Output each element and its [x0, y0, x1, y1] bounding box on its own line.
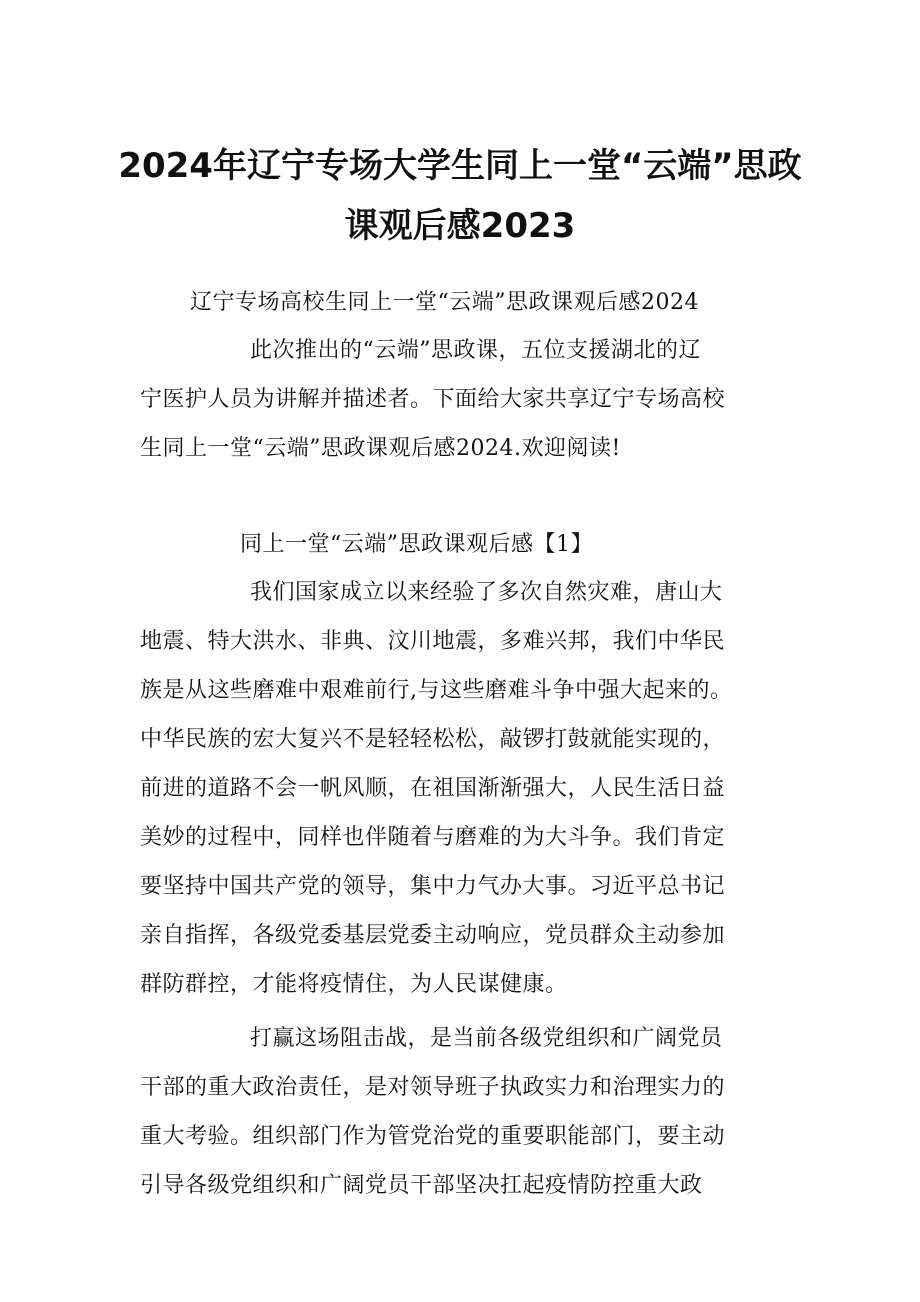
subtitle-line: 辽宁专场高校生同上一堂“云端”思政课观后感2024 [190, 290, 699, 315]
body-line: 前进的道路不会一帆风顺，在祖国渐渐强大，人民生活日益 [140, 776, 726, 801]
section-heading: 同上一堂“云端”思政课观后感【1】 [240, 532, 593, 557]
body-line: 打赢这场阻击战，是当前各级党组织和广阔党员 [250, 1026, 723, 1051]
body-line: 中华民族的宏大复兴不是轻轻松松，敲锣打鼓就能实现的， [140, 727, 726, 752]
body-line: 引导各级党组织和广阔党员干部坚决扛起疫情防控重大政 [140, 1173, 703, 1198]
intro-line: 宁医护人员为讲解并描述者。下面给大家共享辽宁专场高校 [140, 387, 726, 412]
body-line: 亲自指挥，各级党委基层党委主动响应，党员群众主动参加 [140, 923, 726, 948]
intro-line: 此次推出的“云端”思政课，五位支援湖北的辽 [250, 338, 701, 363]
body-line: 重大考验。组织部门作为管党治党的重要职能部门，要主动 [140, 1124, 726, 1149]
body-line: 地震、特大洪水、非典、汶川地震，多难兴邦，我们中华民 [140, 629, 726, 654]
body-line: 群防群控，才能将疫情住，为人民谋健康。 [140, 972, 568, 997]
body-line: 我们国家成立以来经验了多次自然灾难，唐山大 [250, 580, 723, 605]
document-title-line-2: 课观后感2023 [344, 206, 576, 246]
document-title-line-1: 2024年辽宁专场大学生同上一堂“云端”思政 [118, 146, 802, 186]
body-line: 干部的重大政治责任，是对领导班子执政实力和治理实力的 [140, 1075, 726, 1100]
body-line: 美妙的过程中，同样也伴随着与磨难的为大斗争。我们肯定 [140, 825, 726, 850]
body-line: 族是从这些磨难中艰难前行,与这些磨难斗争中强大起来的。 [140, 678, 733, 703]
intro-line: 生同上一堂“云端”思政课观后感2024.欢迎阅读! [140, 436, 621, 461]
body-line: 要坚持中国共产党的领导，集中力气办大事。习近平总书记 [140, 874, 726, 899]
